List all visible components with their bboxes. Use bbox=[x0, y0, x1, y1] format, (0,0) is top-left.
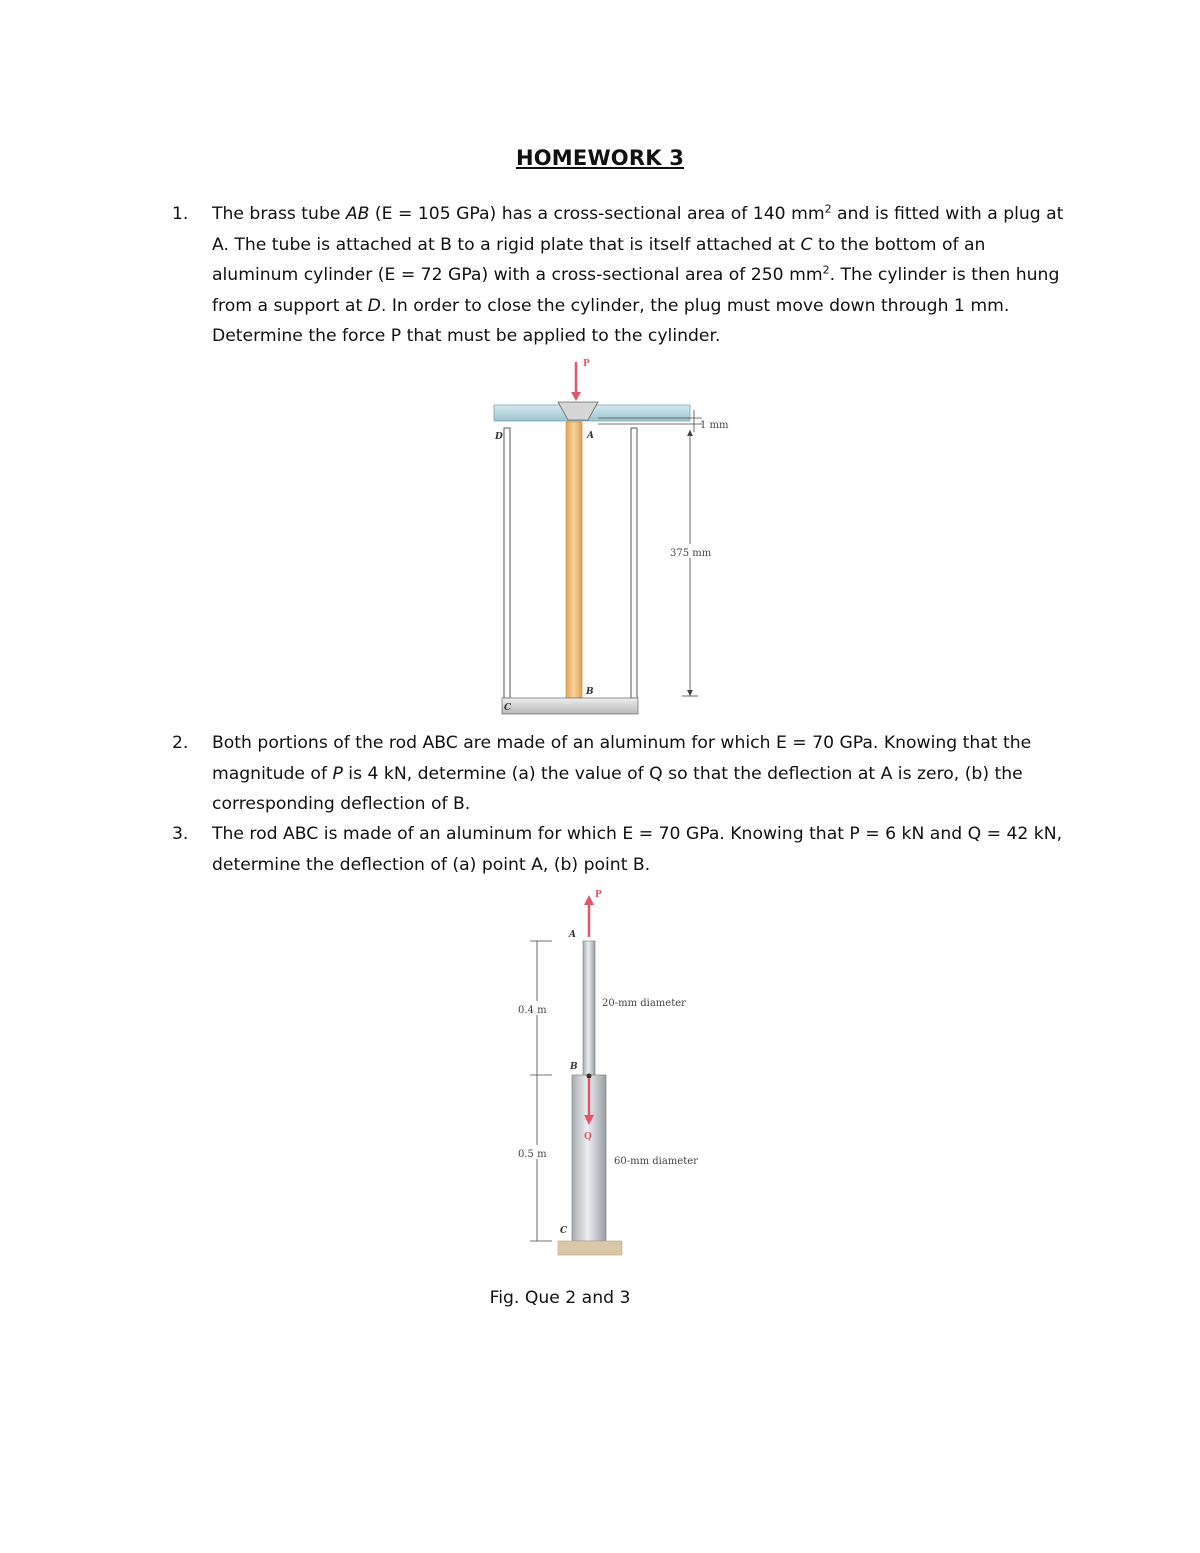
question-2 bbox=[172, 728, 1072, 820]
question-number: 1. bbox=[172, 204, 189, 224]
text-run: . In order to close the cylinder, the plug must move down through 1 mm. Determine the force P that must be applied to the cylinder. bbox=[212, 295, 1010, 346]
length-dimension-label: 375 mm bbox=[670, 548, 712, 559]
text-run: D bbox=[367, 295, 381, 316]
text-run: P bbox=[332, 763, 343, 784]
point-label-a: A bbox=[569, 930, 576, 940]
text-run: AB bbox=[345, 204, 370, 224]
text-run: and is fitted with a plug at A. The tube is attached at B to a rigid plate that is itself attached at bbox=[212, 204, 1064, 255]
length-dim-arrow-bottom bbox=[687, 690, 693, 696]
text-run: The rod ABC is made of an aluminum for which E = 70 GPa. Knowing that P = 6 kN and Q = 42 kN, determine the deflection of (a) point A, (b) point B. bbox=[212, 824, 1063, 875]
text-run: Both portions of the rod ABC are made of an aluminum for which E = 70 GPa. Knowing that the magnitude of bbox=[212, 733, 1032, 784]
ground-support bbox=[558, 1241, 622, 1255]
question-text bbox=[212, 728, 1072, 820]
point-label-c: C bbox=[504, 703, 512, 713]
homework-title: HOMEWORK 3 bbox=[515, 146, 685, 170]
question-number: 3. bbox=[172, 824, 189, 844]
cylinder-wall-left bbox=[504, 428, 510, 698]
load-label-p: P bbox=[583, 359, 590, 369]
text-run: 2 bbox=[824, 202, 832, 216]
point-label-c: C bbox=[560, 1226, 568, 1236]
load-arrowhead-p bbox=[571, 392, 581, 401]
text-run: 2 bbox=[822, 263, 830, 277]
lower-length-label: 0.5 m bbox=[518, 1149, 547, 1160]
text-run: is 4 kN, determine (a) the value of Q so that the deflection at A is zero, (b) the corresponding deflection of B. bbox=[212, 763, 1023, 814]
figure-caption: Fig. Que 2 and 3 bbox=[489, 1288, 631, 1308]
text-run: (E = 105 GPa) has a cross-sectional area of 140 mm bbox=[369, 204, 825, 224]
point-label-d: D bbox=[495, 432, 503, 442]
rigid-plate bbox=[502, 698, 638, 714]
point-label-b: B bbox=[570, 1062, 578, 1072]
text-run: to the bottom of an aluminum cylinder (E = 72 GPa) with a cross-sectional area of 250 mm bbox=[212, 234, 986, 285]
upper-diameter-label: 20-mm diameter bbox=[602, 998, 686, 1009]
question-text bbox=[212, 819, 1072, 880]
question-text bbox=[212, 199, 1072, 352]
gap-dimension-label: 1 mm bbox=[700, 420, 729, 431]
point-label-b: B bbox=[586, 687, 594, 697]
figure-stepped-rod bbox=[500, 885, 730, 1260]
length-dim-arrow-top bbox=[687, 430, 693, 436]
question-3 bbox=[172, 819, 1072, 880]
cylinder-wall-right bbox=[631, 428, 637, 698]
point-label-a: A bbox=[587, 431, 594, 441]
rod-segment-ab bbox=[583, 941, 595, 1075]
text-run: . The cylinder is then hung from a support at bbox=[212, 265, 1060, 316]
point-b-marker bbox=[587, 1074, 592, 1079]
upper-length-label: 0.4 m bbox=[518, 1005, 547, 1016]
load-label-p: P bbox=[595, 890, 602, 900]
text-run: The brass tube bbox=[212, 204, 346, 224]
question-number: 2. bbox=[172, 733, 189, 753]
text-run: C bbox=[800, 234, 813, 255]
lower-diameter-label: 60-mm diameter bbox=[614, 1156, 698, 1167]
load-label-q: Q bbox=[584, 1132, 592, 1142]
figure-brass-tube bbox=[480, 352, 740, 722]
question-1 bbox=[172, 199, 1072, 352]
load-arrowhead-p bbox=[584, 895, 594, 905]
brass-tube bbox=[566, 422, 582, 698]
